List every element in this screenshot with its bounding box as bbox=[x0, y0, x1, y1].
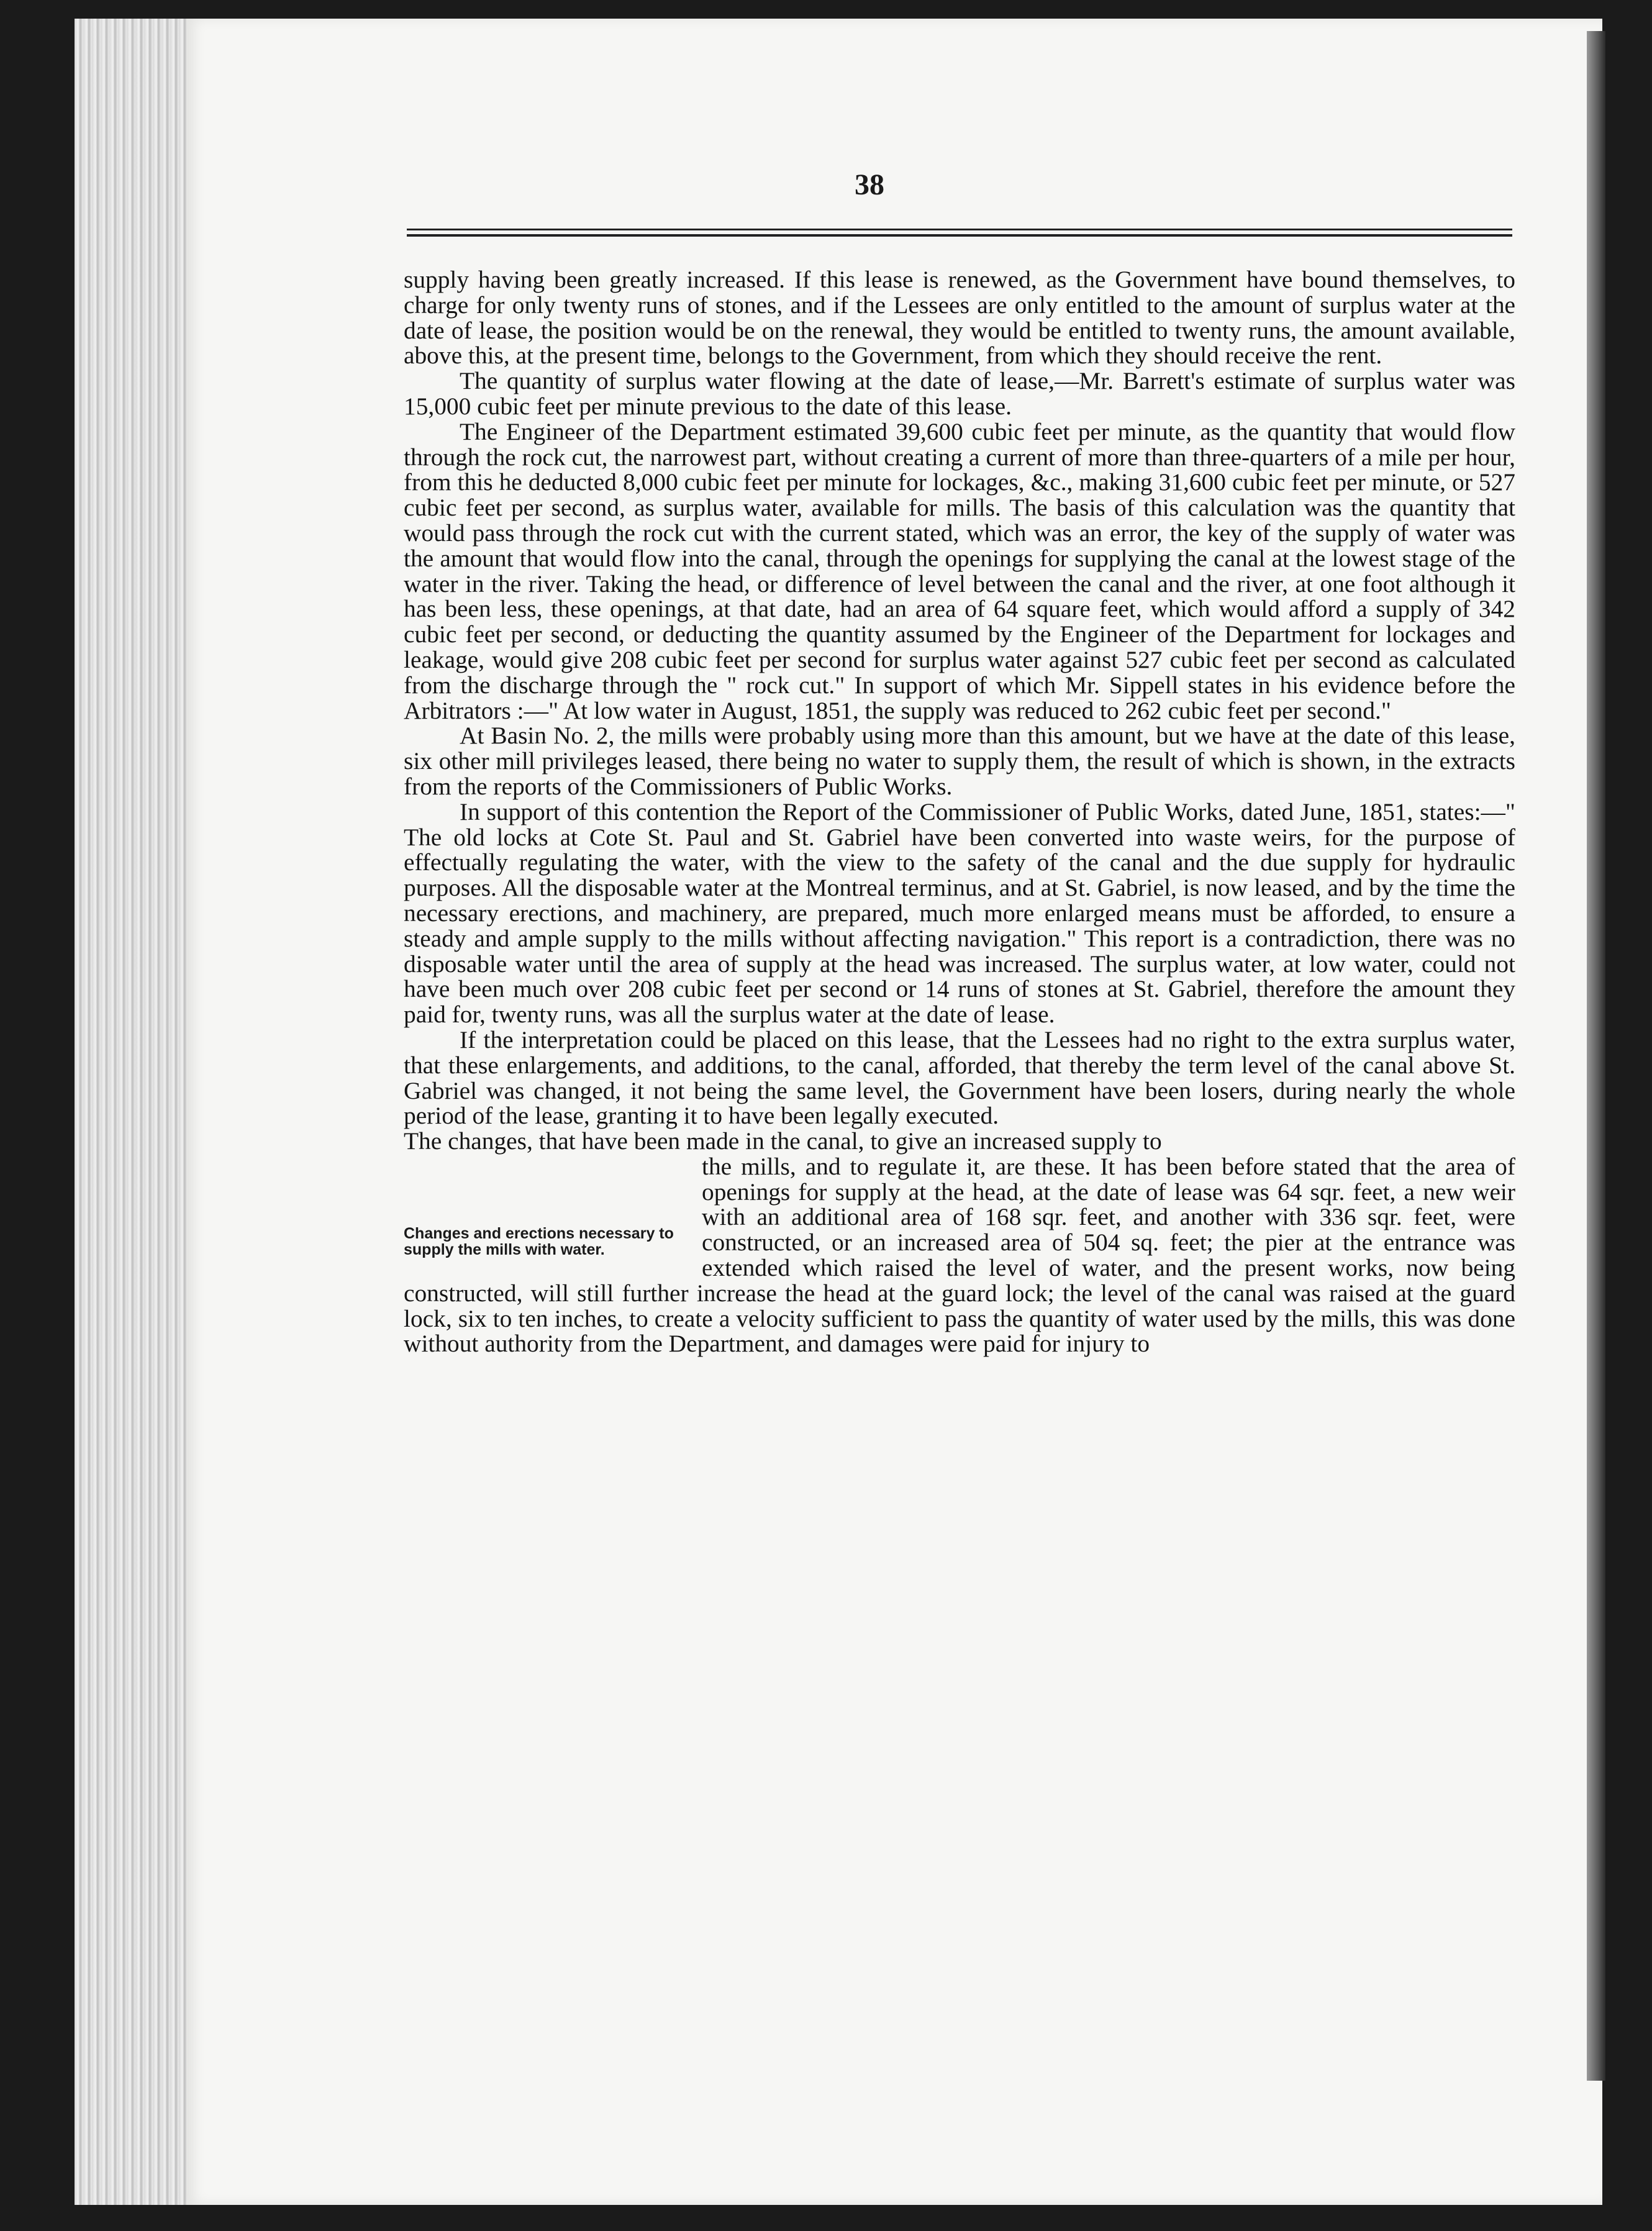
paragraph-4: At Basin No. 2, the mills were probably using more than this amount, but we have at the date of this lease, six other mill privileges leased, there being no water to supply them, the result of which is shown, in the extracts from the reports of the Commissioners of Public Works. bbox=[404, 722, 1515, 800]
margin-sidenote: Changes and erections necessary to supply the mills with water. bbox=[404, 1224, 674, 1258]
paragraph-7-rest: the mills, and to regulate it, are these. It has been before stated that the area of openings for supply at the head, at the date of lease was 64 sqr. feet, a new weir with an additional area of 168 sqr. feet, and another with 336 sqr. feet, were constructed, or an increased area of 504 sq. feet; the pier at the entrance was extended which raised the level of water, and the present works, now being constructed, will still further increase the head at the guard lock; the level of the canal was raised at the guard lock, six to ten inches, to create a velocity sufficient to pass the quantity of water used by the mills, this was done without authority from the Department, and damages were paid for injury to bbox=[404, 1152, 1515, 1358]
book-binding-shadow bbox=[1587, 31, 1605, 2081]
page-number: 38 bbox=[855, 168, 884, 201]
paragraph-6: If the interpretation could be placed on this lease, that the Lessees had no right to the extra surplus water, that these enlargements, and additions, to the canal, afforded, that thereby the term level of the canal above St. Gabriel was changed, it not being the same level, the Government have been losers, during nearly the whole period of the lease, granting it to have been legally executed. bbox=[404, 1025, 1515, 1130]
paragraph-7-lead: The changes, that have been made in the canal, to give an increased supply to bbox=[404, 1127, 1162, 1155]
header-rule bbox=[407, 229, 1512, 237]
paragraph-1: supply having been greatly increased. If this lease is renewed, as the Government have bound themselves, to charge for only twenty runs of stones, and if the Lessees are only entitled to the amount of surplus water at the date of lease, the position would be on the renewal, they would be entitled to twenty runs, the amount available, above this, at the present time, belongs to the Government, from which they should receive the rent. bbox=[404, 266, 1515, 370]
body-text bbox=[404, 267, 1515, 1356]
paragraph-7-with-sidenote bbox=[404, 1129, 1515, 1356]
paragraph-5: In support of this contention the Report of the Commissioner of Public Works, dated June, 1851, states:—" The old locks at Cote St. Paul and St. Gabriel have been converted into waste weirs, for the purpose of effectually regulating the water, with the view to the safety of the canal and the due supply for hydraulic purposes. All the disposable water at the Montreal terminus, and at St. Gabriel, is now leased, and by the time the necessary erections, and machinery, are prepared, much more enlarged means must be afforded, to ensure a steady and ample supply to the mills without affecting navigation." This report is a contradiction, there was no disposable water until the area of supply at the head was increased. The surplus water, at low water, could not have been much over 208 cubic feet per second or 14 runs of stones at St. Gabriel, therefore the amount they paid for, twenty runs, was all the surplus water at the date of lease. bbox=[404, 797, 1515, 1029]
paragraph-3: The Engineer of the Department estimated 39,600 cubic feet per minute, as the quantity that would flow through the rock cut, the narrowest part, without creating a current of more than three-quarters of a mile per hour, from this he deducted 8,000 cubic feet per minute for lockages, &c., making 31,600 cubic feet per minute, or 527 cubic feet per second, as surplus water, available for mills. The basis of this calculation was the quantity that would pass through the rock cut with the current stated, which was an error, the key of the supply of water was the amount that would flow into the canal, through the openings for supplying the canal at the lowest stage of the water in the river. Taking the head, or difference of level between the canal and the river, at one foot although it has been less, these openings, at that date, had an area of 64 square feet, which would afford a supply of 342 cubic feet per second, or deducting the quantity assumed by the Engineer of the Department for lockages and leakage, would give 208 cubic feet per second for surplus water against 527 cubic feet per second as calculated from the discharge through the " rock cut." In support of which Mr. Sippell states in his evidence before the Arbitrators :—" At low water in August, 1851, the supply was reduced to 262 cubic feet per second." bbox=[404, 417, 1515, 724]
paragraph-2: The quantity of surplus water flowing at the date of lease,—Mr. Barrett's estimate of surplus water was 15,000 cubic feet per minute previous to the date of this lease. bbox=[404, 367, 1515, 420]
